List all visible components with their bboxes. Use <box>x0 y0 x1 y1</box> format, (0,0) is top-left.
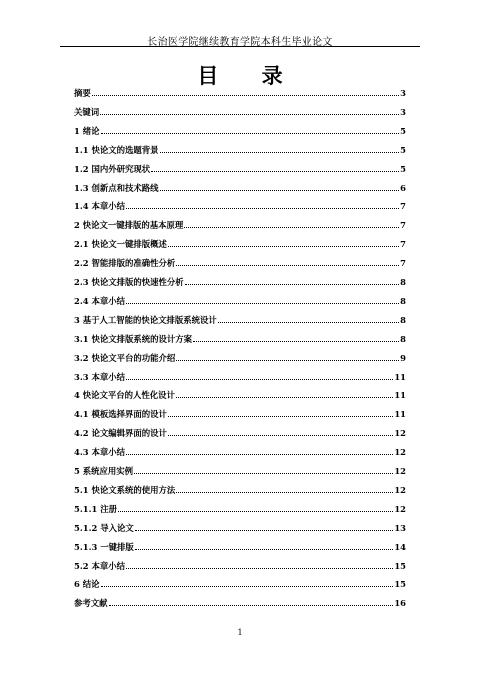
toc-leader-dots <box>176 359 399 361</box>
toc-leader-dots <box>101 585 394 587</box>
toc-entry[interactable] <box>74 386 406 400</box>
toc-entry-label: 4.3 本章小结 <box>74 447 125 458</box>
toc-entry-page: 6 <box>400 182 406 193</box>
toc-entry-page: 8 <box>400 333 406 344</box>
toc-leader-dots <box>118 510 393 512</box>
toc-leader-dots <box>176 491 393 493</box>
toc-entry-label: 1 绪论 <box>74 125 100 136</box>
toc-entry[interactable] <box>74 179 406 193</box>
toc-entry-page: 8 <box>400 295 406 306</box>
toc-entry[interactable] <box>74 462 406 476</box>
toc-entry[interactable] <box>74 160 406 174</box>
toc-entry[interactable] <box>74 405 406 419</box>
toc-entry-label: 3 基于人工智能的快论文排版系统设计 <box>74 314 217 325</box>
toc-leader-dots <box>126 302 399 304</box>
toc-entry[interactable] <box>74 349 406 363</box>
toc-entry[interactable] <box>74 443 406 457</box>
toc-leader-dots <box>101 132 400 134</box>
toc-leader-dots <box>126 207 399 209</box>
toc-entry[interactable] <box>74 216 406 230</box>
toc-entry[interactable] <box>74 103 406 117</box>
toc-leader-dots <box>184 226 399 228</box>
toc-entry-page: 14 <box>394 541 406 552</box>
toc-entry-page: 8 <box>400 314 406 325</box>
toc-leader-dots <box>135 529 394 531</box>
toc-leader-dots <box>92 94 399 96</box>
toc-entry[interactable] <box>74 481 406 495</box>
toc-entry-label: 4.1 模板选择界面的设计 <box>74 409 167 420</box>
toc-entry-page: 7 <box>400 220 406 231</box>
toc-entry-page: 7 <box>400 239 406 250</box>
toc-entry-page: 5 <box>400 125 406 136</box>
toc-entry-page: 9 <box>400 352 406 363</box>
toc-leader-dots <box>126 567 393 569</box>
toc-entry-label: 关键词 <box>74 106 100 117</box>
toc-leader-dots <box>185 283 400 285</box>
toc-leader-dots <box>168 245 399 247</box>
toc-entry-label: 3.3 本章小结 <box>74 371 125 382</box>
toc-entry[interactable] <box>74 197 406 211</box>
toc-entry[interactable] <box>74 575 406 589</box>
toc-entry-page: 11 <box>394 390 406 401</box>
toc-entry[interactable] <box>74 330 406 344</box>
toc-leader-dots <box>126 378 393 380</box>
toc-entry-label: 1.1 快论文的选题背景 <box>74 144 159 155</box>
toc-entry-page: 11 <box>394 371 406 382</box>
toc-leader-dots <box>126 453 393 455</box>
toc-entry[interactable] <box>74 424 406 438</box>
toc-entry-page: 7 <box>400 258 406 269</box>
toc-leader-dots <box>193 340 399 342</box>
header-rule <box>60 46 420 47</box>
page-number: 1 <box>237 628 243 637</box>
toc-entry-label: 2.2 智能排版的准确性分析 <box>74 258 176 269</box>
toc-entry[interactable] <box>74 311 406 325</box>
toc-entry-label: 5.1.3 一键排版 <box>74 541 134 552</box>
toc-entry-page: 5 <box>400 163 406 174</box>
toc-entry[interactable] <box>74 538 406 552</box>
toc-entry-page: 12 <box>394 447 406 458</box>
toc-leader-dots <box>176 396 393 398</box>
toc-entry-label: 参考文献 <box>74 598 108 609</box>
toc-leader-dots <box>100 113 399 115</box>
toc-entry-label: 1.2 国内外研究现状 <box>74 163 151 174</box>
toc-entry-label: 3.1 快论文排版系统的设计方案 <box>74 333 192 344</box>
toc-entry[interactable] <box>74 519 406 533</box>
toc-entry[interactable] <box>74 500 406 514</box>
toc-leader-dots <box>168 415 393 417</box>
toc-entry-page: 12 <box>394 503 406 514</box>
toc-entry-label: 5 系统应用实例 <box>74 466 133 476</box>
toc-entry[interactable] <box>74 594 406 608</box>
toc-entry-label: 2 快论文一键排版的基本原理 <box>74 220 184 231</box>
toc-leader-dots <box>160 151 400 153</box>
toc-leader-dots <box>135 548 394 550</box>
toc-leader-dots <box>176 264 399 266</box>
toc-entry-label: 5.1.1 注册 <box>74 503 117 514</box>
toc-entry-label: 2.1 快论文一键排版概述 <box>74 239 167 250</box>
toc-entry-page: 16 <box>394 598 406 609</box>
toc-entry[interactable] <box>74 273 406 287</box>
toc-entry-page: 11 <box>394 409 406 420</box>
toc-entry-page: 12 <box>394 428 406 439</box>
toc-entry[interactable] <box>74 368 406 382</box>
toc-entry-label: 4 快论文平台的人性化设计 <box>74 390 175 401</box>
toc-leader-dots <box>168 434 393 436</box>
toc-entry-label: 1.4 本章小结 <box>74 201 125 212</box>
toc-entry-page: 12 <box>394 484 406 495</box>
toc-entry-page: 7 <box>400 201 406 212</box>
toc-entry-label: 5.1.2 导入论文 <box>74 522 134 533</box>
toc-entry-page: 3 <box>400 106 406 117</box>
toc-entry-page: 8 <box>400 277 406 287</box>
toc-entry[interactable] <box>74 292 406 306</box>
toc-leader-dots <box>134 472 393 474</box>
toc-entry-label: 4.2 论文编辑界面的设计 <box>74 428 167 439</box>
toc-entry[interactable] <box>74 122 406 136</box>
toc-entry-page: 15 <box>394 579 406 590</box>
toc-entry-label: 1.3 创新点和技术路线 <box>74 182 159 193</box>
toc-entry[interactable] <box>74 557 406 571</box>
toc-entry-page: 3 <box>400 88 406 98</box>
toc-entry-label: 2.3 快论文排版的快速性分析 <box>74 277 184 287</box>
toc-leader-dots <box>160 189 400 191</box>
toc-entry[interactable] <box>74 141 406 155</box>
page-title: 目 录 <box>197 63 301 88</box>
toc-entry-label: 2.4 本章小结 <box>74 295 125 306</box>
toc-entry[interactable] <box>74 235 406 249</box>
toc-entry[interactable] <box>74 254 406 268</box>
running-header: 长治医学院继续教育学院本科生毕业论文 <box>147 37 333 48</box>
toc-entry-page: 12 <box>394 466 406 476</box>
toc-entry-page: 15 <box>394 560 406 571</box>
toc-entry-label: 3.2 快论文平台的功能介绍 <box>74 352 176 363</box>
toc-entry-label: 6 结论 <box>74 579 100 590</box>
toc-entry-page: 13 <box>394 522 406 533</box>
toc-leader-dots <box>151 170 399 172</box>
toc-entry-label: 5.1 快论文系统的使用方法 <box>74 484 176 495</box>
toc-entry-label: 摘要 <box>74 88 91 98</box>
toc-entry-page: 5 <box>400 144 406 155</box>
toc-leader-dots <box>109 604 394 606</box>
toc-entry-label: 5.2 本章小结 <box>74 560 125 571</box>
toc-entry[interactable] <box>74 84 406 98</box>
toc-leader-dots <box>218 321 399 323</box>
